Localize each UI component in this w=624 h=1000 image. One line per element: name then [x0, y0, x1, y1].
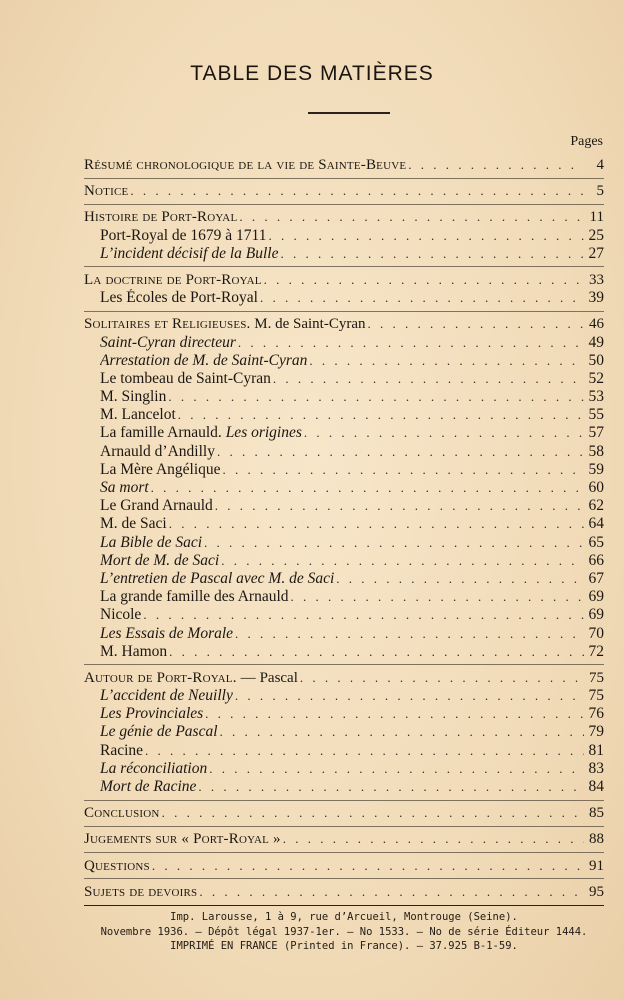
leader-dots: [145, 742, 584, 760]
toc-entry-label: Questions: [84, 857, 150, 874]
toc-entry-label: Mort de M. de Saci: [100, 551, 220, 569]
leader-dots: [209, 760, 584, 778]
toc-entry-page: 85: [589, 805, 604, 822]
toc-entry-label-part: Solitaires et Religieuses.: [84, 316, 251, 333]
toc-entry-page: 72: [588, 642, 604, 660]
toc-entry-page: 66: [588, 551, 604, 569]
toc-entry-page: 60: [588, 479, 604, 496]
toc-entry-page: 81: [588, 741, 604, 759]
toc-entry-label: La Bible de Saci: [100, 533, 203, 551]
toc-entry-label: Le tombeau de Saint-Cyran: [100, 369, 271, 387]
toc-entry-page: 55: [588, 406, 604, 424]
toc-subentry[interactable]: [84, 742, 604, 760]
leader-dots: [205, 705, 584, 723]
leader-dots: [336, 570, 584, 588]
toc-subentry[interactable]: [84, 388, 604, 406]
leader-dots: [239, 208, 584, 226]
toc-subentry[interactable]: [84, 760, 604, 778]
toc-entry-page: 59: [588, 460, 604, 478]
toc-entry[interactable]: [84, 804, 604, 822]
toc-entry-page: 46: [589, 316, 604, 333]
toc-subentry[interactable]: [84, 424, 604, 442]
leader-dots: [199, 883, 584, 901]
toc-entry-label: Arrestation de M. de Saint-Cyran: [100, 351, 308, 369]
toc-entry-label: Les Écoles de Port-Royal: [100, 289, 258, 307]
toc-entry-label: Mort de Racine: [100, 778, 197, 795]
toc-subentry[interactable]: [84, 723, 604, 741]
leader-dots: [215, 497, 584, 515]
section-divider: [84, 878, 604, 879]
toc-entry-label: Les Provinciales: [100, 705, 204, 723]
toc-entry-page: 57: [588, 424, 604, 442]
toc-subentry[interactable]: [84, 534, 604, 552]
toc-entry-page: 83: [588, 759, 604, 777]
leader-dots: [198, 778, 584, 796]
toc-entry-label: M. de Saci: [100, 515, 167, 533]
section-divider: [84, 204, 604, 205]
toc-entry-page: 58: [588, 442, 604, 460]
toc-entry-page: 5: [596, 183, 604, 200]
leader-dots: [143, 606, 584, 624]
leader-dots: [281, 245, 585, 263]
toc-subentry[interactable]: [84, 352, 604, 370]
toc-entry-label: [84, 315, 366, 333]
leader-dots: [368, 315, 585, 333]
title-underline: [308, 112, 390, 114]
toc-entry-label: Le Grand Arnauld: [100, 497, 213, 515]
leader-dots: [162, 804, 584, 822]
toc-entry-page: 53: [588, 388, 604, 406]
toc-entry-label: Le génie de Pascal: [100, 723, 218, 741]
toc-entry-page: 62: [588, 497, 604, 515]
toc-entry[interactable]: [84, 315, 604, 333]
leader-dots: [152, 857, 584, 875]
leader-dots: [291, 588, 584, 606]
toc-entry-label: L’incident décisif de la Bulle: [100, 244, 279, 262]
leader-dots: [235, 625, 584, 643]
toc-entry-page: 64: [588, 515, 604, 533]
leader-dots: [221, 552, 584, 570]
imprint-line: Imp. Larousse, 1 à 9, rue d’Arcueil, Montrouge (Seine).: [170, 911, 518, 923]
toc-subentry[interactable]: [84, 370, 604, 388]
section-divider: [84, 311, 604, 312]
toc-entry-label: La grande famille des Arnauld: [100, 588, 289, 606]
leader-dots: [300, 669, 584, 687]
toc-entry-page: 69: [588, 588, 604, 606]
leader-dots: [304, 424, 584, 442]
toc-entry-label: Jugements sur « Port-Royal »: [84, 831, 281, 848]
section-divider: [84, 852, 604, 853]
toc-entry-label-part: Les origines: [225, 424, 302, 442]
leader-dots: [283, 830, 584, 848]
toc-entry-page: 79: [588, 723, 604, 741]
toc-entry-page: 52: [588, 369, 604, 387]
leader-dots: [264, 271, 584, 289]
leader-dots: [169, 515, 584, 533]
imprint-line: Novembre 1936. — Dépôt légal 1937-1er. — No 1533. — No de série Éditeur 1444.: [100, 925, 588, 938]
toc-entry[interactable]: [84, 669, 604, 687]
toc-entry-label: La Mère Angélique: [100, 460, 221, 478]
toc-subentry[interactable]: [84, 461, 604, 479]
leader-dots: [168, 388, 584, 406]
toc-entry-label: Sa mort: [100, 479, 149, 496]
toc-entry-label: Notice: [84, 183, 129, 200]
leader-dots: [220, 723, 584, 741]
leader-dots: [235, 687, 584, 705]
toc-subentry[interactable]: [84, 497, 604, 515]
toc-entry-page: 70: [588, 624, 604, 642]
toc-entry-page: 50: [588, 351, 604, 369]
toc-entry[interactable]: [84, 857, 604, 875]
toc-entry-label-part: La famille Arnauld.: [100, 424, 222, 442]
toc-entry-label: L’entretien de Pascal avec M. de Saci: [100, 569, 335, 587]
leader-dots: [169, 643, 584, 661]
section-divider: [84, 178, 604, 179]
toc-entry-label: Nicole: [100, 606, 142, 624]
toc-entry[interactable]: [84, 883, 604, 901]
leader-dots: [130, 182, 584, 200]
toc-entry-page: 67: [588, 569, 604, 587]
leader-dots: [204, 534, 584, 552]
toc-entry-page: 69: [588, 606, 604, 624]
toc-entry-page: 65: [588, 533, 604, 551]
toc-entry-page: 25: [588, 226, 604, 244]
toc-entry-label-part: M. de Saint-Cyran: [254, 316, 366, 333]
toc-entry[interactable]: [84, 182, 604, 200]
toc-entry-page: 39: [588, 289, 604, 307]
toc-subentry[interactable]: [84, 227, 604, 245]
toc-entry-label: L’accident de Neuilly: [100, 687, 233, 705]
toc-subentry[interactable]: [84, 625, 604, 643]
section-divider: [84, 266, 604, 267]
toc-subentry[interactable]: [84, 778, 604, 796]
toc-entry-page: 4: [596, 157, 604, 173]
toc-entry-page: 11: [589, 209, 604, 226]
toc-entry-label: Sujets de devoirs: [84, 883, 198, 900]
toc-entry-label: Port-Royal de 1679 à 1711: [100, 226, 267, 244]
toc-subentry[interactable]: [84, 334, 604, 352]
toc-entry-page: 84: [588, 778, 604, 795]
toc-entry-label: Résumé chronologique de la vie de Sainte-Beuve: [84, 157, 407, 173]
leader-dots: [217, 443, 584, 461]
toc-entry-label: Racine: [100, 741, 144, 759]
section-divider: [84, 664, 604, 665]
toc-entry-label: Les Essais de Morale: [100, 624, 234, 642]
toc-entry-page: 91: [589, 857, 604, 874]
page-title: TABLE DES MATIÈRES: [190, 62, 434, 85]
toc-subentry[interactable]: [84, 289, 604, 307]
toc-subentry[interactable]: [84, 643, 604, 661]
toc-entry-label: M. Lancelot: [100, 406, 176, 424]
leader-dots: [408, 156, 584, 174]
toc-subentry[interactable]: [84, 570, 604, 588]
toc-entry-page: 95: [589, 883, 604, 900]
toc-entry-label: Arnauld d’Andilly: [100, 442, 215, 460]
toc-entry-label: M. Singlin: [100, 388, 167, 406]
toc-entry[interactable]: [84, 271, 604, 289]
pages-column-header: Pages: [570, 134, 603, 149]
toc-entry-page: 76: [588, 705, 604, 723]
toc-entry-label: Saint-Cyran directeur: [100, 333, 236, 351]
toc-entry-label: Histoire de Port-Royal: [84, 209, 238, 226]
toc-entry-page: 75: [588, 687, 604, 705]
leader-dots: [268, 227, 584, 245]
toc-entry-page: 27: [588, 244, 604, 262]
toc-entry[interactable]: [84, 830, 604, 848]
toc-entry-label: La doctrine de Port-Royal: [84, 271, 262, 288]
leader-dots: [273, 370, 584, 388]
leader-dots: [223, 461, 584, 479]
leader-dots: [151, 479, 584, 497]
toc-subentry[interactable]: [84, 515, 604, 533]
toc-subentry[interactable]: [84, 687, 604, 705]
section-divider: [84, 826, 604, 827]
toc-entry-label-part: Pascal: [259, 669, 298, 686]
table-of-contents: [84, 156, 604, 901]
section-divider: [84, 800, 604, 801]
toc-subentry[interactable]: [84, 443, 604, 461]
toc-subentry[interactable]: [84, 479, 604, 497]
toc-entry-label: La réconciliation: [100, 759, 208, 777]
toc-entry-page: 88: [589, 831, 604, 848]
toc-entry-page: 49: [588, 333, 604, 351]
toc-entry-page: 75: [589, 669, 604, 686]
leader-dots: [238, 334, 584, 352]
toc-subentry[interactable]: [84, 606, 604, 624]
leader-dots: [260, 289, 584, 307]
toc-entry[interactable]: [84, 156, 604, 174]
leader-dots: [309, 352, 584, 370]
toc-entry-label: [84, 669, 298, 687]
toc-subentry[interactable]: [84, 552, 604, 570]
toc-subentry[interactable]: [84, 245, 604, 263]
imprint-line: IMPRIMÉ EN FRANCE (Printed in France). — 37.925 B-1-59.: [170, 940, 518, 952]
toc-entry-label: [100, 424, 302, 442]
imprint-footer: [84, 905, 604, 954]
toc-subentry[interactable]: [84, 705, 604, 723]
leader-dots: [178, 406, 584, 424]
toc-entry[interactable]: [84, 208, 604, 226]
toc-entry-label: M. Hamon: [100, 642, 168, 660]
toc-entry-label: Conclusion: [84, 805, 160, 822]
toc-subentry[interactable]: [84, 588, 604, 606]
toc-entry-label-part: Autour de Port-Royal. —: [84, 669, 256, 686]
toc-entry-page: 33: [589, 271, 604, 288]
toc-subentry[interactable]: [84, 406, 604, 424]
